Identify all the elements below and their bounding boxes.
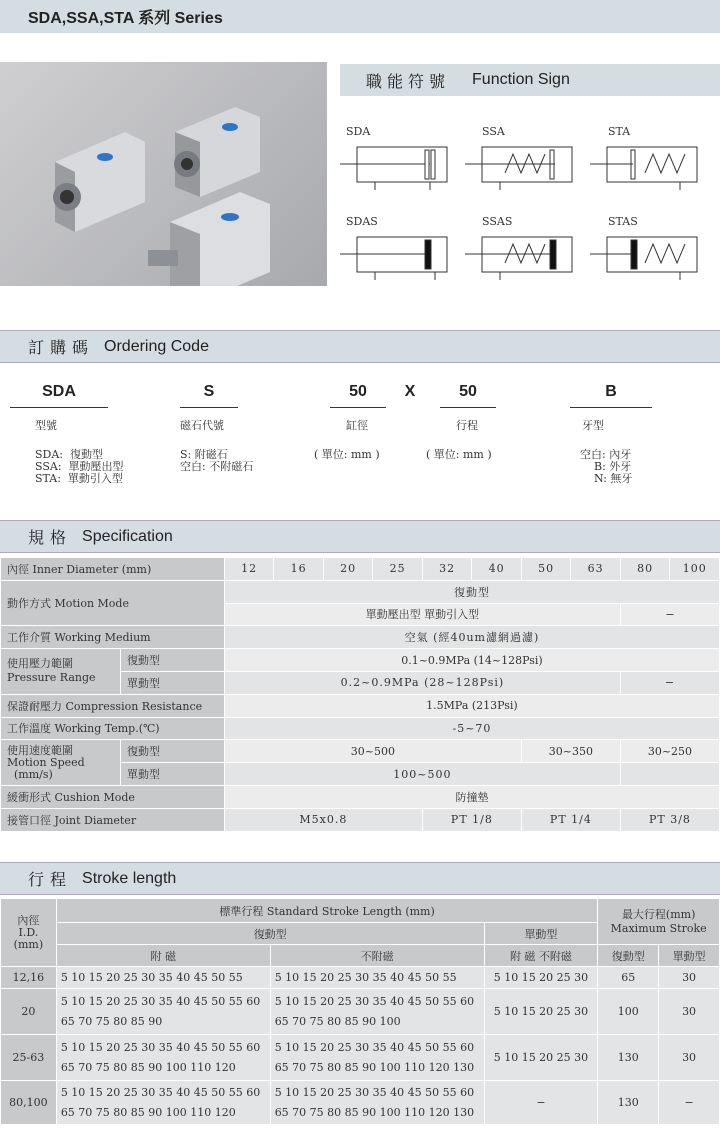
sta-symbol bbox=[590, 147, 697, 190]
table-cell: − bbox=[484, 1081, 598, 1125]
label-stroke: 行程 bbox=[456, 419, 478, 432]
code-thread: B bbox=[605, 383, 617, 400]
table-cell: M5x0.8 bbox=[224, 808, 422, 831]
stroke-title-cn: 行程 bbox=[28, 872, 73, 889]
table-cell: 30 bbox=[659, 967, 720, 989]
label-model: 型號 bbox=[35, 419, 57, 432]
table-cell: 單動型 bbox=[659, 945, 720, 967]
code-stroke: 50 bbox=[459, 383, 477, 400]
table-cell: PT 1/8 bbox=[422, 808, 521, 831]
symbol-label-ssa: SSA bbox=[482, 125, 505, 138]
ordering-code-header bbox=[0, 330, 720, 363]
table-cell: 63 bbox=[571, 558, 621, 581]
stas-symbol bbox=[590, 237, 697, 280]
table-cell: 復動型 bbox=[120, 740, 224, 763]
table-cell: 使用壓力範圍 Pressure Range bbox=[1, 649, 121, 695]
spec-row-temp bbox=[1, 717, 720, 740]
table-cell: 130 bbox=[598, 1035, 659, 1081]
code-magnet: S bbox=[203, 383, 215, 400]
table-cell: 40 bbox=[472, 558, 522, 581]
table-cell: 復動型 bbox=[598, 945, 659, 967]
table-cell: 25-63 bbox=[1, 1035, 57, 1081]
table-cell: 30~500 bbox=[224, 740, 521, 763]
table-cell: 16 bbox=[274, 558, 324, 581]
table-cell: 25 bbox=[373, 558, 423, 581]
table-cell: PT 1/4 bbox=[521, 808, 620, 831]
spec-row-pressure bbox=[1, 649, 720, 672]
series-header bbox=[0, 0, 720, 33]
table-cell: 復動型 bbox=[120, 649, 224, 672]
stroke-row bbox=[1, 967, 720, 989]
table-cell: 保證耐壓力 Compression Resistance bbox=[1, 694, 225, 717]
spec-row-cushion bbox=[1, 785, 720, 808]
thread-desc: 空白: 內牙 B: 外牙 N: 無牙 bbox=[580, 448, 633, 485]
table-cell: 30 bbox=[659, 1035, 720, 1081]
table-cell: 20 bbox=[1, 989, 57, 1035]
table-cell: 12 bbox=[224, 558, 274, 581]
spec-row-motion bbox=[1, 580, 720, 603]
code-bore: 50 bbox=[349, 383, 367, 400]
magnet-desc: S: 附磁石 空白: 不附磁石 bbox=[180, 448, 254, 473]
code-model: SDA bbox=[42, 383, 76, 400]
stroke-title-en: Stroke length bbox=[82, 869, 177, 887]
table-cell: 標準行程 Standard Stroke Length (mm) bbox=[56, 899, 598, 923]
table-cell: 5 10 15 20 25 30 35 40 45 50 55 60 65 70 75 80 85 90 bbox=[56, 989, 270, 1035]
table-cell: 30 bbox=[659, 989, 720, 1035]
table-cell: 20 bbox=[323, 558, 373, 581]
table-cell: 內徑 Inner Diameter (mm) bbox=[1, 558, 225, 581]
table-cell: 80 bbox=[620, 558, 670, 581]
function-sign-header bbox=[340, 64, 720, 96]
symbol-label-sda: SDA bbox=[346, 125, 371, 138]
table-cell: 5 10 15 20 25 30 35 40 45 50 55 60 65 70 75 80 85 90 100 bbox=[270, 989, 484, 1035]
table-cell: − bbox=[659, 1081, 720, 1125]
table-cell: − bbox=[620, 603, 719, 626]
table-cell: 130 bbox=[598, 1081, 659, 1125]
table-cell: 100 bbox=[670, 558, 720, 581]
sdas-symbol bbox=[340, 237, 447, 280]
spec-row-joint bbox=[1, 808, 720, 831]
table-cell: 50 bbox=[521, 558, 571, 581]
spec-title-cn: 規格 bbox=[28, 530, 73, 547]
stroke-table bbox=[0, 898, 720, 1125]
label-thread: 牙型 bbox=[582, 419, 604, 432]
table-cell: 30~250 bbox=[620, 740, 719, 763]
table-cell: 5 10 15 20 25 30 35 40 45 50 55 60 65 70 75 80 85 90 100 110 120 130 bbox=[270, 1035, 484, 1081]
sda-symbol bbox=[340, 147, 447, 190]
table-cell: PT 3/8 bbox=[620, 808, 719, 831]
function-sign-title-cn: 職能符號 bbox=[366, 73, 451, 91]
table-cell: 工作溫度 Working Temp.(℃) bbox=[1, 717, 225, 740]
stroke-unit: ( 單位: mm ) bbox=[426, 448, 492, 461]
table-cell: 1.5MPa (213Psi) bbox=[224, 694, 719, 717]
table-cell: 5 10 15 20 25 30 bbox=[484, 989, 598, 1035]
function-symbols bbox=[335, 140, 720, 290]
stroke-row bbox=[1, 989, 720, 1035]
table-cell: 復動型 bbox=[224, 580, 719, 603]
table-cell: 單動壓出型 單動引入型 bbox=[224, 603, 620, 626]
table-cell: 工作介質 Working Medium bbox=[1, 626, 225, 649]
spec-title-en: Specification bbox=[82, 527, 173, 545]
stroke-row bbox=[1, 1035, 720, 1081]
ssa-symbol bbox=[465, 147, 572, 190]
table-cell: 12,16 bbox=[1, 967, 57, 989]
table-cell: -5~70 bbox=[224, 717, 719, 740]
function-sign-title-en: Function Sign bbox=[472, 71, 570, 88]
table-cell: 65 bbox=[598, 967, 659, 989]
table-cell: 32 bbox=[422, 558, 472, 581]
table-cell: 5 10 15 20 25 30 35 40 45 50 55 60 65 70 75 80 85 90 100 110 120 bbox=[56, 1035, 270, 1081]
product-photo bbox=[0, 62, 327, 286]
table-cell: 0.1~0.9MPa (14~128Psi) bbox=[224, 649, 719, 672]
ordering-title-en: Ordering Code bbox=[104, 337, 209, 355]
table-cell: 單動型 bbox=[484, 923, 598, 945]
table-cell: 5 10 15 20 25 30 35 40 45 50 55 bbox=[270, 967, 484, 989]
symbol-label-ssas: SSAS bbox=[482, 215, 513, 228]
label-magnet: 磁石代號 bbox=[180, 419, 224, 432]
symbol-label-sdas: SDAS bbox=[346, 215, 378, 228]
code-x: X bbox=[404, 383, 416, 400]
symbol-label-stas: STAS bbox=[608, 215, 638, 228]
bore-unit: ( 單位: mm ) bbox=[314, 448, 380, 461]
model-desc: SDA: 復動型 SSA: 單動壓出型 STA: 單動引入型 bbox=[35, 448, 124, 485]
table-cell: 5 10 15 20 25 30 35 40 45 50 55 bbox=[56, 967, 270, 989]
spec-row-proof bbox=[1, 694, 720, 717]
table-cell: 使用速度範圍 Motion Speed (mm/s) bbox=[1, 740, 121, 786]
table-cell: 單動型 bbox=[120, 763, 224, 786]
label-bore: 缸徑 bbox=[346, 419, 368, 432]
table-cell: 5 10 15 20 25 30 35 40 45 50 55 60 65 70 75 80 85 90 100 110 120 bbox=[56, 1081, 270, 1125]
table-cell: 0.2~0.9MPa (28~128Psi) bbox=[224, 671, 620, 694]
table-cell: 防撞墊 bbox=[224, 785, 719, 808]
table-cell: 復動型 bbox=[56, 923, 484, 945]
spec-row-medium bbox=[1, 626, 720, 649]
ordering-title-cn: 訂購碼 bbox=[28, 340, 95, 357]
table-cell: 5 10 15 20 25 30 bbox=[484, 967, 598, 989]
symbol-label-sta: STA bbox=[608, 125, 631, 138]
table-cell: 30~350 bbox=[521, 740, 620, 763]
table-cell: 不附磁 bbox=[270, 945, 484, 967]
table-cell bbox=[620, 763, 719, 786]
table-cell: 5 10 15 20 25 30 bbox=[484, 1035, 598, 1081]
ssas-symbol bbox=[465, 237, 572, 280]
stroke-header bbox=[0, 862, 720, 895]
table-cell: 動作方式 Motion Mode bbox=[1, 580, 225, 626]
table-cell: 80,100 bbox=[1, 1081, 57, 1125]
table-cell: 5 10 15 20 25 30 35 40 45 50 55 60 65 70 75 80 85 90 100 110 120 130 bbox=[270, 1081, 484, 1125]
table-cell: 附 磁 bbox=[56, 945, 270, 967]
table-cell: 內徑 I.D. (mm) bbox=[1, 899, 57, 967]
table-cell: 單動型 bbox=[120, 671, 224, 694]
spec-row-speed bbox=[1, 740, 720, 763]
table-cell: 100~500 bbox=[224, 763, 620, 786]
table-cell: 附 磁 不附磁 bbox=[484, 945, 598, 967]
table-cell: 100 bbox=[598, 989, 659, 1035]
stroke-row bbox=[1, 1081, 720, 1125]
table-cell: 接管口徑 Joint Diameter bbox=[1, 808, 225, 831]
spec-row-diameter bbox=[1, 558, 720, 581]
series-title: SDA,SSA,STA 系列 Series bbox=[28, 10, 223, 27]
spec-header bbox=[0, 520, 720, 553]
table-cell: 緩衝形式 Cushion Mode bbox=[1, 785, 225, 808]
table-cell: − bbox=[620, 671, 719, 694]
table-cell: 最大行程(mm) Maximum Stroke bbox=[598, 899, 720, 945]
spec-table bbox=[0, 557, 720, 832]
table-cell: 空氣 (經40um濾網過濾) bbox=[224, 626, 719, 649]
